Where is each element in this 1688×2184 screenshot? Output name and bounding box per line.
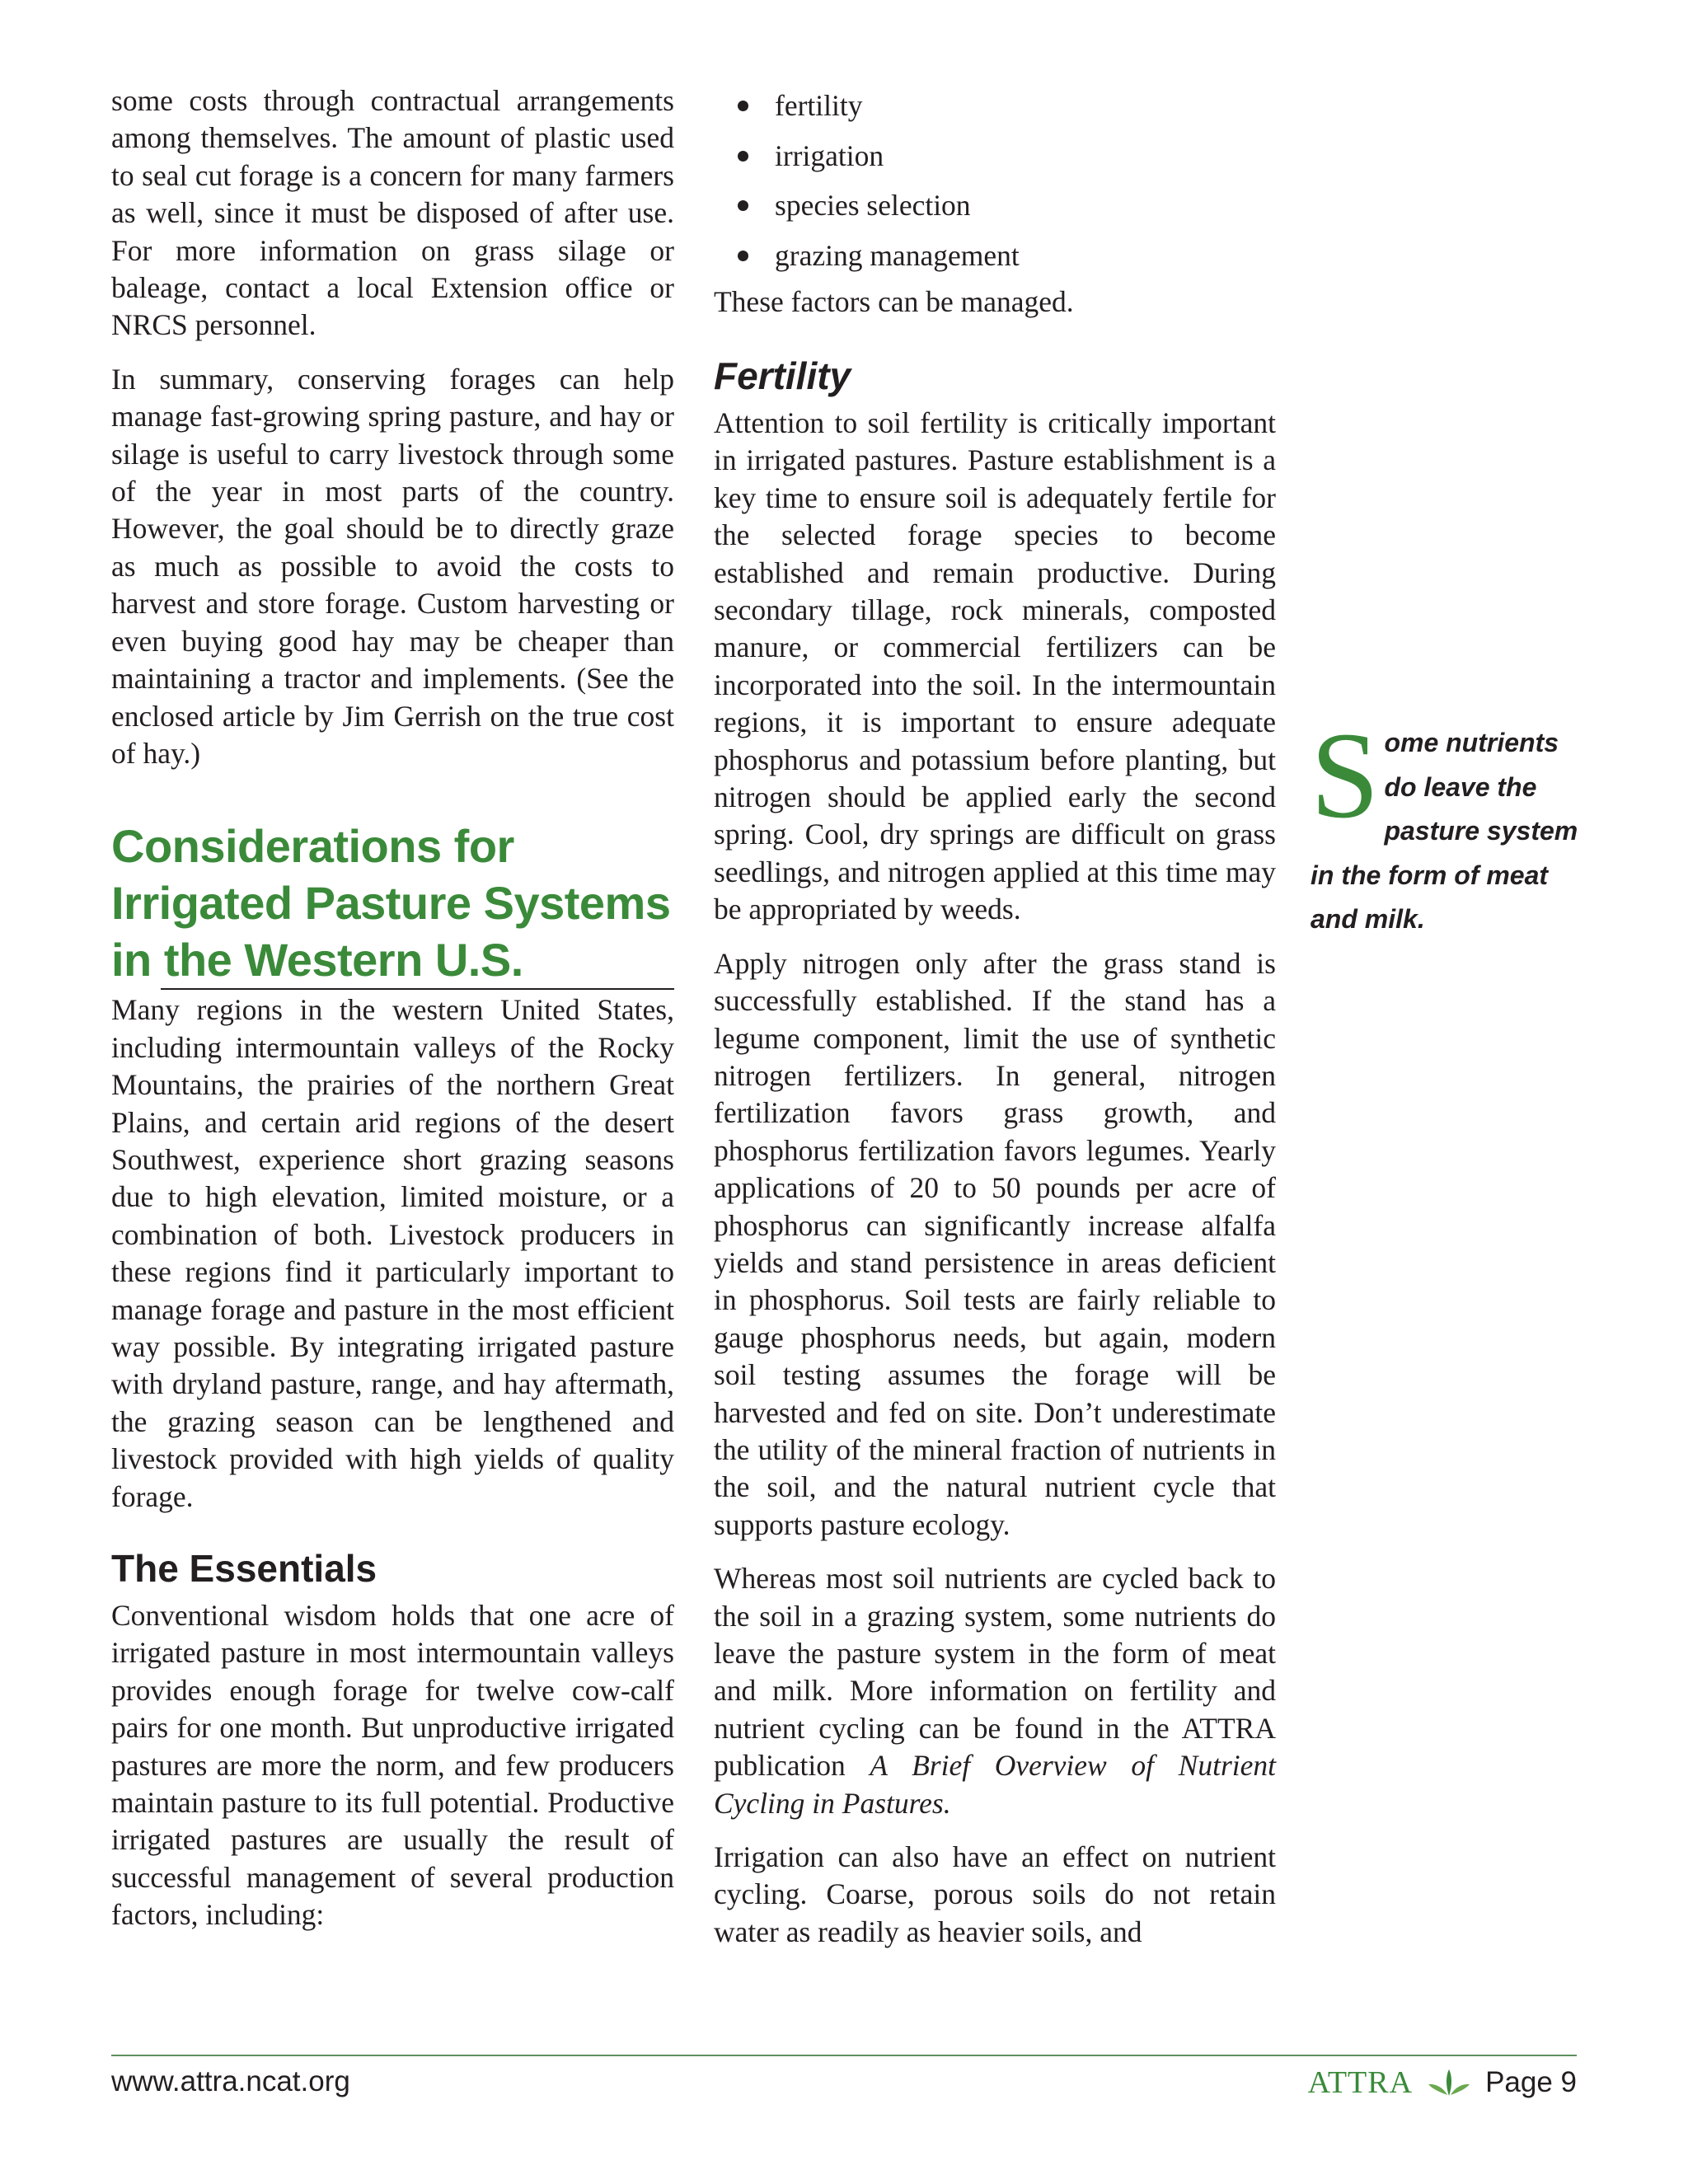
- bullet-icon: [738, 251, 748, 261]
- pull-quote-text: ome nutrients do leave the pasture system in the form of meat and milk.: [1311, 728, 1578, 934]
- paragraph-western-regions: Many regions in the western United States, including intermountain valleys of the Rocky Mountains, the prairies of the northern Great Plains, and certain arid regions of the desert Southwest, experience short grazing seasons due to high elevation, limited moisture, or a combination of both. Livestock producers in these regions find it particularly important to manage forage and pasture in the most efficient way possible. By integrating irrigated pasture with dryland pasture, range, and hay aftermath, the grazing season can be lengthened and livestock provided with high yields of quality forage.: [111, 993, 674, 1513]
- production-factors-list: [714, 81, 1276, 280]
- paragraph-apply-nitrogen: Apply nitrogen only after the grass stand is successfully established. If the stand has a legume component, limit the use of synthetic nitrogen fertilizers. In general, nitrogen fertilization favors grass growth, and phosphorus fertilization favors legumes. Yearly applications of 20 to 50 pounds per acre of phosphorus can significantly increase alfalfa yields and stand persistence in areas deficient in phosphorus. Soil tests are fairly reliable to gauge phosphorus needs, but again, modern soil testing assumes the forage will be harvested and fed on site. Don’t underestimate the utility of the mineral fraction of nutrients in the soil, and the natural nutrient cycle that supports pasture ecology.: [714, 946, 1276, 1541]
- heading-underline: [161, 988, 674, 990]
- bullet-icon: [738, 101, 748, 111]
- publication-title: A Brief Overview of Nutrient Cycling in Pastures.: [714, 1749, 1276, 1820]
- section-heading-irrigated-pasture: Considerations for Irrigated Pasture Systems in the Western U.S.: [111, 820, 671, 987]
- pull-quote: [1311, 707, 1582, 942]
- list-item: fertility: [775, 81, 1276, 131]
- left-column: [111, 82, 674, 1951]
- leaf-logo-icon: [1428, 2068, 1470, 2097]
- paragraph-soil-fertility: Attention to soil fertility is critically important in irrigated pastures. Pasture establishment is a key time to ensure soil is adequately fertile for the selected forage species to become established and remain productive. During secondary tillage, rock minerals, composted manure, or commercial fertilizers can be incorporated into the soil. In the intermountain regions, it is important to ensure adequate phosphorus and potassium before planting, but nitrogen should be applied early the second spring. Cool, dry springs are difficult on grass seedlings, and nitrogen applied at this time may be appropriated by weeds.: [714, 406, 1276, 926]
- subheading-fertility: Fertility: [714, 354, 851, 397]
- drop-cap: S: [1311, 707, 1380, 844]
- paragraph-plastic-disposal: some costs through contractual arrangements among themselves. The amount of plastic used to seal cut forage is a concern for many farmers as well, since it must be disposed of after use. For more information on grass silage or baleage, contact a local Extension office or NRCS personnel.: [111, 84, 674, 342]
- list-item: species selection: [775, 180, 1276, 231]
- middle-column: [714, 82, 1276, 1967]
- bullet-icon: [738, 151, 748, 162]
- footer-url-link[interactable]: www.attra.ncat.org: [111, 2065, 350, 2097]
- paragraph-irrigation-effect: Irrigation can also have an effect on nutrient cycling. Coarse, porous soils do not retain water as readily as heavier soils, and: [714, 1840, 1276, 1948]
- list-item: grazing management: [775, 231, 1276, 281]
- paragraph-nutrient-cycling: Whereas most soil nutrients are cycled back to the soil in a grazing system, some nutrients do leave the pasture system in the form of meat and milk. More information on fertility and nutrient cycling can be found in the ATTRA publication A Brief Overview of Nutrient Cycling in Pastures.: [714, 1562, 1276, 1820]
- attra-brand-name: ATTRA: [1307, 2065, 1414, 2100]
- footer-brand-area: [1308, 2064, 1577, 2101]
- paragraph-summary: In summary, conserving forages can help manage fast-growing spring pasture, and hay or silage is useful to carry livestock through some of the year in most parts of the country. However, the goal should be to directly graze as much as possible to avoid the costs to harvest and store forage. Custom harvesting or even buying good hay may be cheaper than maintaining a tractor and implements. (See the enclosed article by Jim Gerrish on the true cost of hay.): [111, 362, 674, 770]
- subheading-essentials: The Essentials: [111, 1547, 377, 1590]
- paragraph-factors-managed: These factors can be managed.: [714, 285, 1074, 318]
- paragraph-conventional-wisdom: Conventional wisdom holds that one acre of irrigated pasture in most intermountain valleys provides enough forage for twelve cow-calf pairs for one month. But unproductive irrigated pastures are more the norm, and few producers maintain pasture to its full potential. Productive irrigated pastures are usually the result of successful management of several production factors, including:: [111, 1599, 674, 1932]
- footer-divider: [111, 2055, 1577, 2056]
- page-number: Page 9: [1485, 2066, 1577, 2098]
- bullet-icon: [738, 200, 748, 211]
- list-item: irrigation: [775, 131, 1276, 181]
